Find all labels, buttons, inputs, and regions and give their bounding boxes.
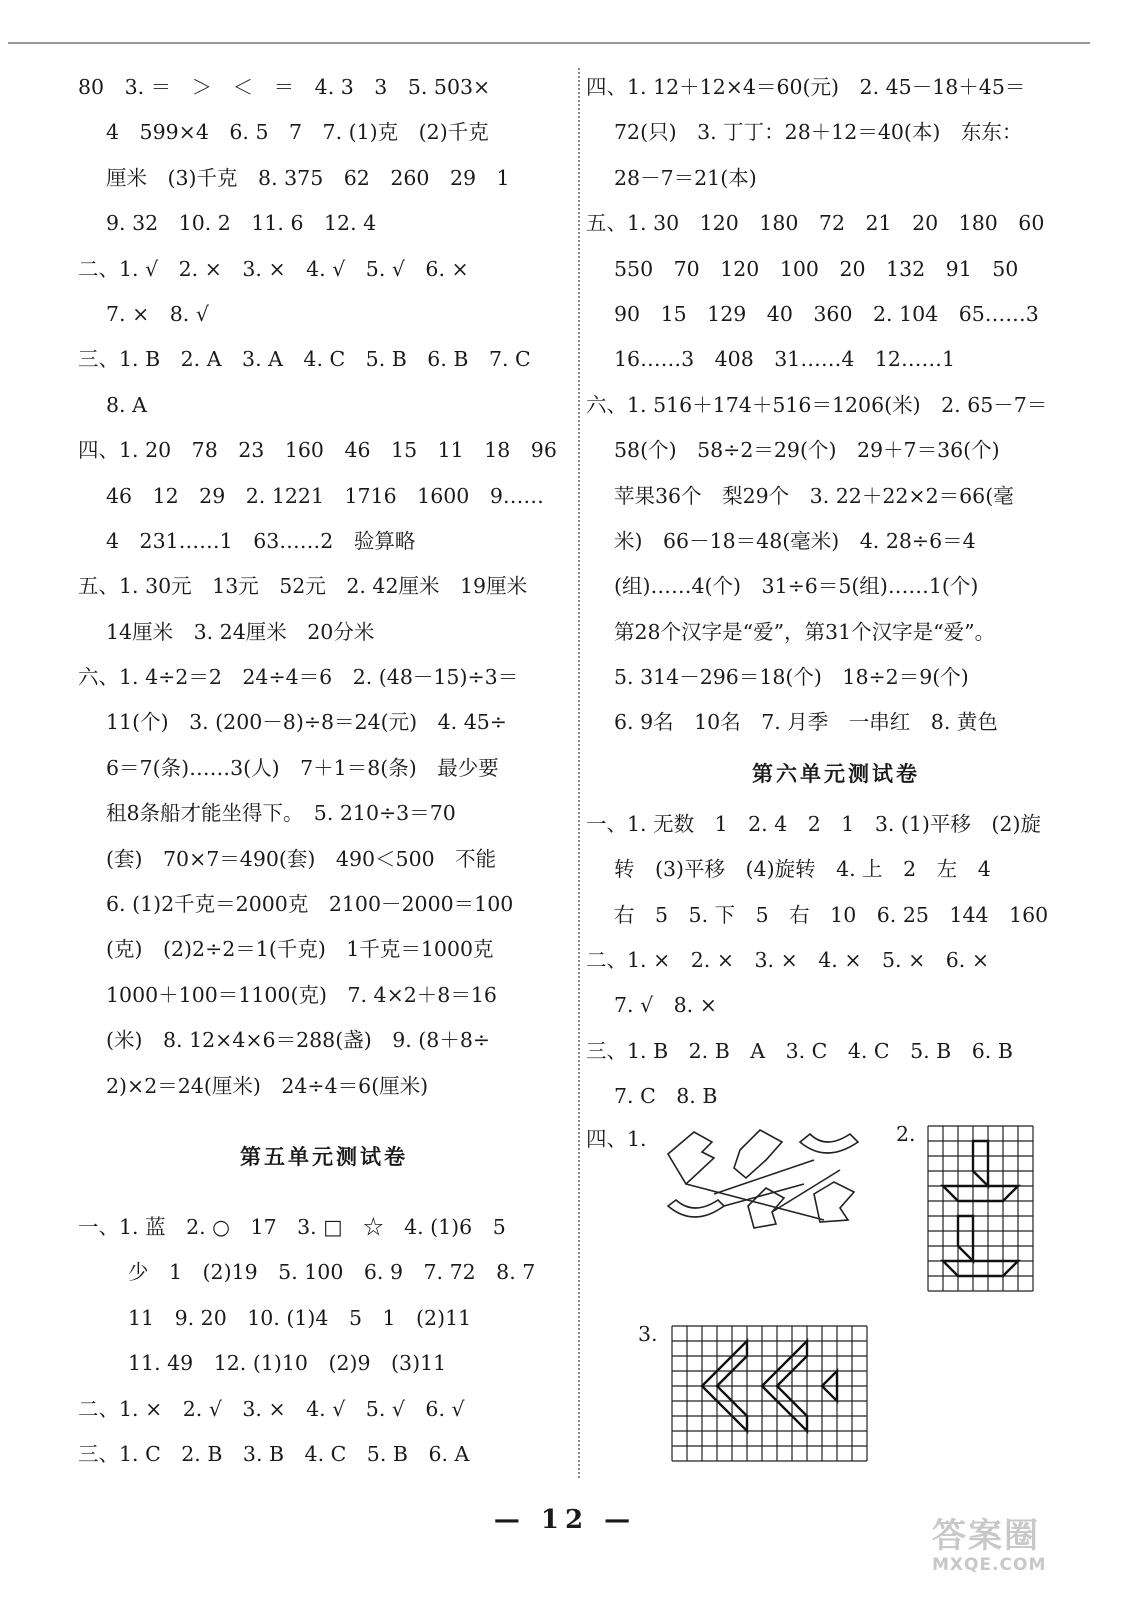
rotated-shape-top	[973, 1141, 988, 1186]
answer-line: 四、1. 12＋12×4＝60(元) 2. 45－18＋45＝	[586, 75, 1026, 99]
answer-line: 二、1. × 2. × 3. × 4. × 5. × 6. ×	[586, 948, 990, 973]
answer-line: 二、1. √ 2. × 3. × 4. √ 5. √ 6. ×	[78, 256, 469, 281]
column-divider	[578, 68, 580, 1478]
answer-line: 58(个) 58÷2＝29(个) 29＋7＝36(个)	[614, 438, 1000, 463]
answer-line: 80 3. ＝ ＞ ＜ ＝ 4. 3 3 5. 503×	[78, 75, 491, 99]
left-answers-top	[78, 65, 570, 1109]
answer-line: 一、1. 无数 1 2. 4 2 1 3. (1)平移 (2)旋	[586, 811, 1041, 836]
section-title: 第五单元测试卷	[240, 1143, 408, 1169]
answer-line: 四、1. 20 78 23 160 46 15 11 18 96	[78, 438, 557, 463]
answer-line: 6. (1)2千克＝2000克 2100－2000＝100	[106, 892, 514, 917]
answer-line: 14厘米 3. 24厘米 20分米	[106, 619, 375, 644]
answer-line: 8. A	[106, 392, 147, 417]
right-column	[586, 65, 1086, 1480]
shape-arrow-left	[668, 1132, 714, 1184]
answer-line: (组)……4(个) 31÷6＝5(组)……1(个)	[614, 574, 979, 599]
answer-line: 米) 66－18＝48(毫米) 4. 28÷6＝4	[614, 528, 976, 553]
answer-line: 五、1. 30 120 180 72 21 20 180 60	[586, 211, 1045, 236]
answer-line: 7. × 8. √	[106, 301, 209, 326]
figure-row-2	[586, 1320, 1086, 1480]
left-column	[78, 65, 570, 1477]
page-number: — 12 —	[493, 1505, 637, 1535]
answer-line: 租8条船才能坐得下。 5. 210÷3＝70	[106, 801, 456, 826]
shape-arc-bottom	[668, 1200, 724, 1217]
answer-line: 6＝7(条)……3(人) 7＋1＝8(条) 最少要	[106, 755, 499, 780]
answer-line: 一、1. 蓝 2. ○ 17 3. □ ☆ 4. (1)6 5	[78, 1214, 506, 1239]
answer-line: 11(个) 3. (200－8)÷8＝24(元) 4. 45÷	[106, 710, 507, 735]
answer-line: 11 9. 20 10. (1)4 5 1 (2)11	[128, 1305, 472, 1330]
answer-line: 16……3 408 31……4 12……1	[614, 347, 956, 372]
right-answers-top	[586, 65, 1086, 746]
answer-line: 7. C 8. B	[614, 1084, 718, 1109]
answer-line: 五、1. 30元 13元 52元 2. 42厘米 19厘米	[78, 574, 528, 599]
answer-line: 二、1. × 2. √ 3. × 4. √ 5. √ 6. √	[78, 1396, 465, 1421]
answer-line: (套) 70×7＝490(套) 490＜500 不能	[106, 846, 497, 871]
figure-row-1	[586, 1120, 1086, 1320]
rotated-shape-middle	[943, 1186, 1018, 1201]
shape-bird	[814, 1182, 854, 1222]
answer-line: 72(只) 3. 丁丁：28＋12＝40(本) 东东：	[614, 120, 1023, 145]
answer-line: 90 15 129 40 360 2. 104 65……3	[614, 301, 1039, 326]
shape-matching-figure	[664, 1124, 894, 1244]
answer-line: 5. 314－296＝18(个) 18÷2＝9(个)	[614, 665, 969, 690]
answer-line: (克) (2)2÷2＝1(千克) 1千克＝1000克	[106, 937, 494, 962]
top-rule	[8, 42, 1090, 44]
figure-label: 3.	[638, 1321, 658, 1346]
answer-line: 7. √ 8. ×	[614, 993, 717, 1018]
figure-label: 四、1.	[586, 1126, 647, 1151]
right-answers-bottom	[586, 802, 1086, 1120]
answer-line: 46 12 29 2. 1221 1716 1600 9……	[106, 483, 544, 508]
answer-line: 三、1. B 2. A 3. A 4. C 5. B 6. B 7. C	[78, 347, 531, 372]
answer-line: 六、1. 4÷2＝2 24÷4＝6 2. (48－15)÷3＝	[78, 665, 519, 690]
answer-line: 三、1. C 2. B 3. B 4. C 5. B 6. A	[78, 1441, 470, 1466]
translation-grid-figure	[670, 1324, 870, 1466]
answer-line: 右 5 5. 下 5 右 10 6. 25 144 160	[614, 902, 1049, 927]
answer-line: 三、1. B 2. B A 3. C 4. C 5. B 6. B	[586, 1038, 1013, 1063]
answer-line: 2)×2＝24(厘米) 24÷4＝6(厘米)	[106, 1073, 429, 1098]
answer-line: 1000＋100＝1100(克) 7. 4×2＋8＝16	[106, 982, 497, 1007]
match-line	[772, 1170, 840, 1212]
figure-label: 2.	[896, 1121, 916, 1146]
answer-line: 第28个汉字是“爱”，第31个汉字是“爱”。	[614, 619, 996, 644]
answer-line: 4 231……1 63……2 验算略	[106, 528, 416, 553]
answer-line: 4 599×4 6. 5 7 7. (1)克 (2)千克	[106, 120, 489, 145]
shape-boot	[734, 1130, 782, 1178]
rotated-shape-bottom	[943, 1261, 1018, 1276]
answer-line: 6. 9名 10名 7. 月季 一串红 8. 黄色	[614, 710, 998, 735]
watermark-logo: 答案圈 MXQE.COM	[932, 1516, 1047, 1575]
shape-arc-top	[800, 1134, 858, 1153]
answer-line: 28－7＝21(本)	[614, 165, 757, 190]
rotated-shape-lower	[958, 1216, 973, 1261]
answer-line: 550 70 120 100 20 132 91 50	[614, 256, 1019, 281]
answer-line: 六、1. 516＋174＋516＝1206(米) 2. 65－7＝	[586, 392, 1048, 417]
section-title: 第六单元测试卷	[752, 760, 920, 786]
answer-line: 苹果36个 梨29个 3. 22＋22×2＝66(毫	[614, 483, 1014, 508]
answer-line: 少 1 (2)19 5. 100 6. 9 7. 72 8. 7	[128, 1260, 536, 1285]
answer-line: (米) 8. 12×4×6＝288(盏) 9. (8＋8÷	[106, 1028, 491, 1053]
left-answers-bottom	[78, 1205, 570, 1477]
answer-line: 厘米 (3)千克 8. 375 62 260 29 1	[106, 165, 510, 190]
answer-line: 转 (3)平移 (4)旋转 4. 上 2 左 4	[614, 857, 991, 882]
rotation-grid-figure	[926, 1124, 1036, 1296]
answer-line: 11. 49 12. (1)10 (2)9 (3)11	[128, 1351, 447, 1376]
answer-line: 9. 32 10. 2 11. 6 12. 4	[106, 211, 377, 236]
